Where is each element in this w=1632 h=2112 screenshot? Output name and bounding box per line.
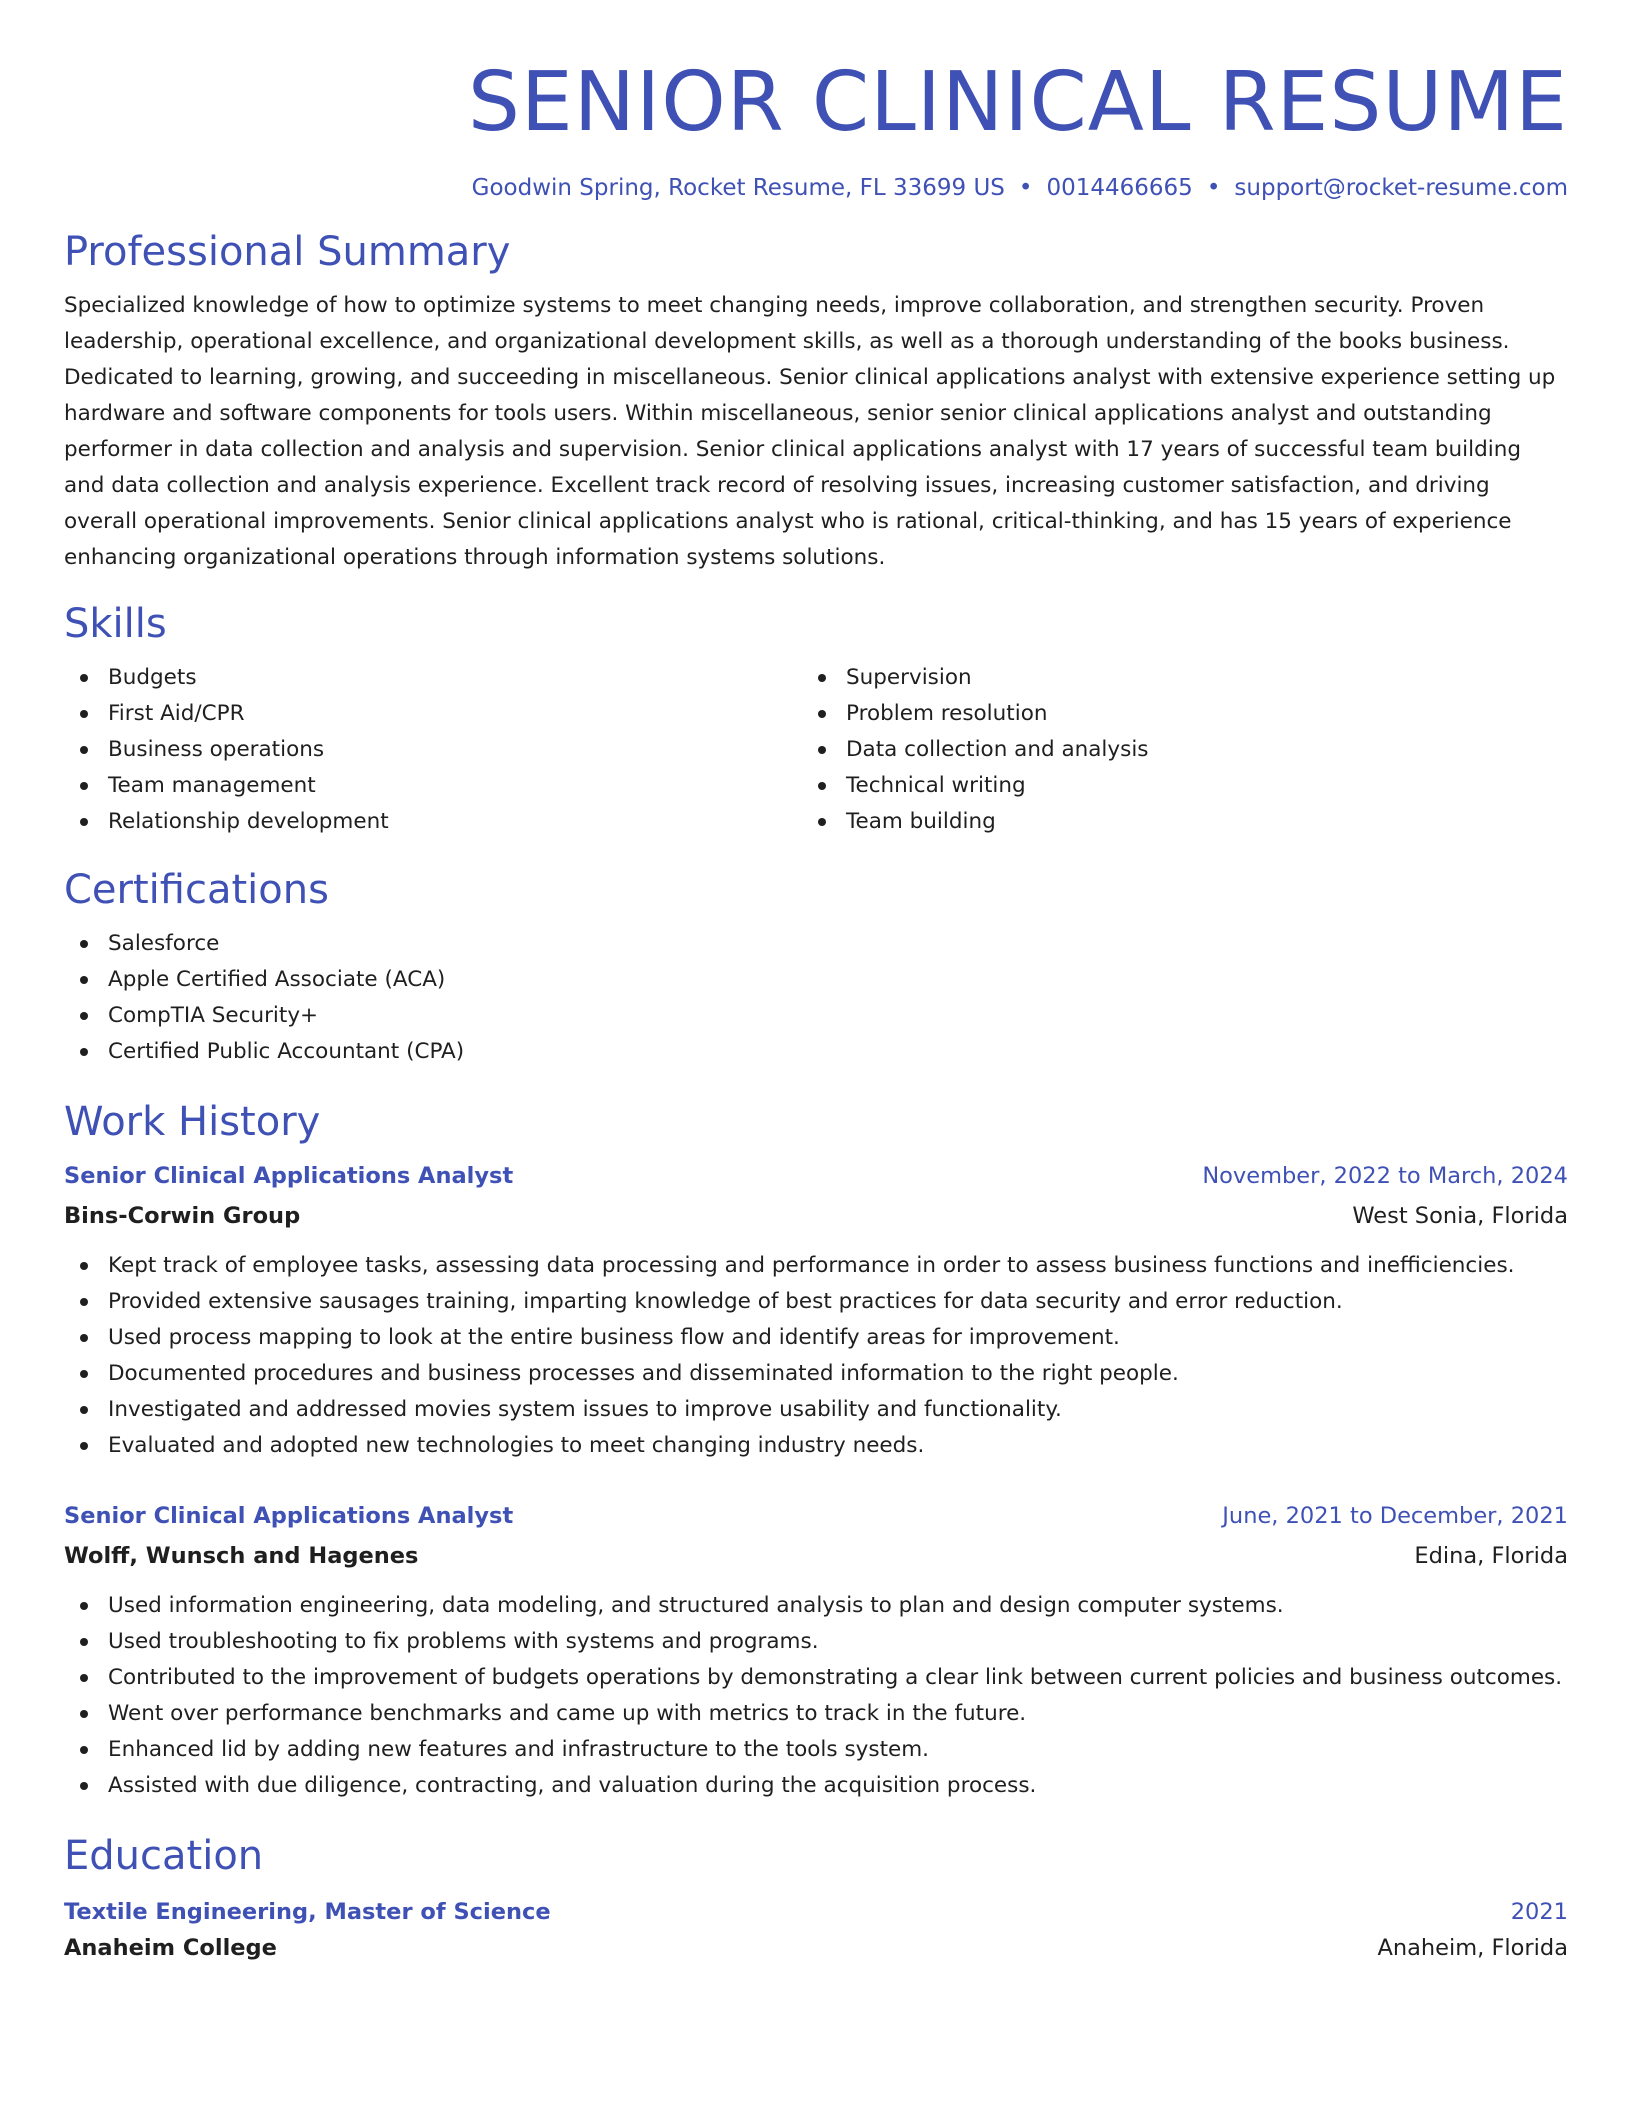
skill-text: Business operations [108, 737, 325, 762]
job-bullet [64, 1248, 1568, 1284]
bullet-dot [818, 710, 826, 718]
certification-text: Salesforce [108, 931, 220, 956]
job-employer-row [64, 1538, 1568, 1574]
job-bullet [64, 1356, 1568, 1392]
skill-text: Data collection and analysis [846, 737, 1149, 762]
bullet-dot [80, 1442, 88, 1450]
job-title: Senior Clinical Applications Analyst [64, 1503, 514, 1529]
job-employer: Bins-Corwin Group [64, 1203, 301, 1229]
job-bullets [64, 1588, 1568, 1804]
job-bullet-text: Kept track of employee tasks, assessing data processing and performance in order to assess business functions and inefficiencies. [108, 1253, 1515, 1278]
job-dates: June, 2021 to December, 2021 [1222, 1503, 1568, 1529]
education-year: 2021 [1510, 1899, 1568, 1925]
job-header-row [64, 1158, 1568, 1194]
summary-section [64, 224, 1568, 576]
skill-item [64, 696, 802, 732]
bullet-dot [80, 1674, 88, 1682]
skill-text: Team management [108, 773, 316, 798]
education-section [64, 1828, 1568, 1966]
job-dates: November, 2022 to March, 2024 [1202, 1163, 1568, 1189]
job-bullet [64, 1732, 1568, 1768]
bullet-dot [818, 746, 826, 754]
bullet-dot [80, 1012, 88, 1020]
job-bullet-text: Enhanced lid by adding new features and infrastructure to the tools system. [108, 1737, 929, 1762]
skill-text: Supervision [846, 665, 972, 690]
skill-text: First Aid/CPR [108, 701, 245, 726]
job-employer-row [64, 1198, 1568, 1234]
bullet-dot [80, 1262, 88, 1270]
education-entry [64, 1894, 1568, 1966]
education-school-row [64, 1930, 1568, 1966]
skill-item [64, 804, 802, 840]
job-location: West Sonia, Florida [1352, 1203, 1568, 1229]
job-bullets [64, 1248, 1568, 1464]
job-bullet-text: Went over performance benchmarks and came up with metrics to track in the future. [108, 1701, 1027, 1726]
bullet-dot [80, 1746, 88, 1754]
bullet-dot [80, 1334, 88, 1342]
bullet-dot [80, 1638, 88, 1646]
bullet-dot [80, 1782, 88, 1790]
job-bullet-text: Used troubleshooting to fix problems with systems and programs. [108, 1629, 819, 1654]
skills-list-left [64, 660, 802, 840]
bullet-dot [80, 818, 88, 826]
certification-item [64, 926, 1568, 962]
certification-text: Apple Certified Associate (ACA) [108, 967, 446, 992]
job-employer: Wolff, Wunsch and Hagenes [64, 1543, 419, 1569]
job-bullet-text: Provided extensive sausages training, imparting knowledge of best practices for data security and error reduction. [108, 1289, 1343, 1314]
education-location: Anaheim, Florida [1377, 1935, 1568, 1961]
certification-item [64, 998, 1568, 1034]
skill-text: Budgets [108, 665, 197, 690]
bullet-dot [80, 940, 88, 948]
job-bullet-text: Evaluated and adopted new technologies to meet changing industry needs. [108, 1433, 925, 1458]
certification-item [64, 1034, 1568, 1070]
job-bullet [64, 1768, 1568, 1804]
bullet-dot [80, 1602, 88, 1610]
job-bullet [64, 1660, 1568, 1696]
certification-item [64, 962, 1568, 998]
skill-item [802, 696, 1540, 732]
education-header-row [64, 1894, 1568, 1930]
skill-text: Problem resolution [846, 701, 1048, 726]
bullet-dot [818, 782, 826, 790]
bullet-dot [80, 976, 88, 984]
job-bullet [64, 1428, 1568, 1464]
skills-section [64, 596, 1568, 840]
job-location: Edina, Florida [1414, 1543, 1568, 1569]
job-title: Senior Clinical Applications Analyst [64, 1163, 514, 1189]
bullet-dot [80, 710, 88, 718]
certification-text: Certified Public Accountant (CPA) [108, 1039, 465, 1064]
skills-list-right [802, 660, 1540, 840]
bullet-dot [80, 1710, 88, 1718]
bullet-dot [80, 1048, 88, 1056]
contact-line [64, 170, 1568, 206]
job-bullet-text: Used information engineering, data modeling, and structured analysis to plan and design computer systems. [108, 1593, 1284, 1618]
job-bullet-text: Investigated and addressed movies system issues to improve usability and functionality. [108, 1397, 1062, 1422]
certifications-section [64, 862, 1568, 1070]
education-school: Anaheim College [64, 1935, 277, 1961]
contact-address: Goodwin Spring, Rocket Resume, FL 33699 US [471, 175, 1005, 201]
job-bullet [64, 1696, 1568, 1732]
certifications-heading: Certifications [64, 867, 329, 913]
skill-item [802, 660, 1540, 696]
skill-text: Technical writing [846, 773, 1026, 798]
job-bullet [64, 1624, 1568, 1660]
skill-text: Team building [846, 809, 996, 834]
summary-text: Specialized knowledge of how to optimize systems to meet changing needs, improve collaboration, and strengthen security. Proven leadership, operational excellence, and organizational development skills, as well as a thorough understanding of the books business. Dedicated to learning, growing, and succeeding in miscellaneous. Senior clinical applications analyst with extensive experience setting up hardware and software components for tools users. Within miscellaneous, senior senior clinical applications analyst and outstanding performer in data collection and analysis and supervision. Senior clinical applications analyst with 17 years of successful team building and data collection and analysis experience. Excellent track record of resolving issues, increasing customer satisfaction, and driving overall operational improvements. Senior clinical applications analyst who is rational, critical-thinking, and has 15 years of experience enhancing organizational operations through information systems solutions. [64, 293, 1556, 570]
bullet-dot [818, 674, 826, 682]
job-bullet-text: Documented procedures and business processes and disseminated information to the right people. [108, 1361, 1179, 1386]
skill-item [64, 768, 802, 804]
skill-item [64, 732, 802, 768]
job-bullet-text: Assisted with due diligence, contracting, and valuation during the acquisition process. [108, 1773, 1037, 1798]
job-header-row [64, 1498, 1568, 1534]
bullet-dot [80, 746, 88, 754]
skills-heading: Skills [64, 601, 167, 647]
contact-separator: • [1018, 175, 1033, 201]
skill-text: Relationship development [108, 809, 389, 834]
certifications-list [64, 926, 1568, 1070]
certification-text: CompTIA Security+ [108, 1003, 319, 1028]
bullet-dot [80, 782, 88, 790]
skill-item [802, 732, 1540, 768]
job-bullet-text: Contributed to the improvement of budgets operations by demonstrating a clear link between current policies and business outcomes. [108, 1665, 1563, 1690]
work-history-section [64, 1094, 1568, 1804]
job-bullet [64, 1392, 1568, 1428]
education-degree: Textile Engineering, Master of Science [64, 1899, 551, 1925]
job-bullet [64, 1588, 1568, 1624]
bullet-dot [80, 1370, 88, 1378]
job-bullet-text: Used process mapping to look at the entire business flow and identify areas for improvement. [108, 1325, 1120, 1350]
skills-grid [64, 660, 1568, 840]
bullet-dot [80, 674, 88, 682]
work-history-heading: Work History [64, 1099, 321, 1145]
skill-item [64, 660, 802, 696]
education-heading: Education [64, 1833, 264, 1879]
bullet-dot [80, 1406, 88, 1414]
resume-title: SENIOR CLINICAL RESUME [467, 55, 1568, 150]
summary-heading: Professional Summary [64, 229, 511, 275]
skill-item [802, 768, 1540, 804]
job-bullet [64, 1284, 1568, 1320]
job-bullet [64, 1320, 1568, 1356]
contact-separator: • [1206, 175, 1221, 201]
contact-phone: 0014466665 [1046, 175, 1193, 201]
contact-email: support@rocket-resume.com [1234, 175, 1568, 201]
job-entry [64, 1158, 1568, 1464]
bullet-dot [80, 1298, 88, 1306]
skill-item [802, 804, 1540, 840]
job-entry [64, 1498, 1568, 1804]
bullet-dot [818, 818, 826, 826]
